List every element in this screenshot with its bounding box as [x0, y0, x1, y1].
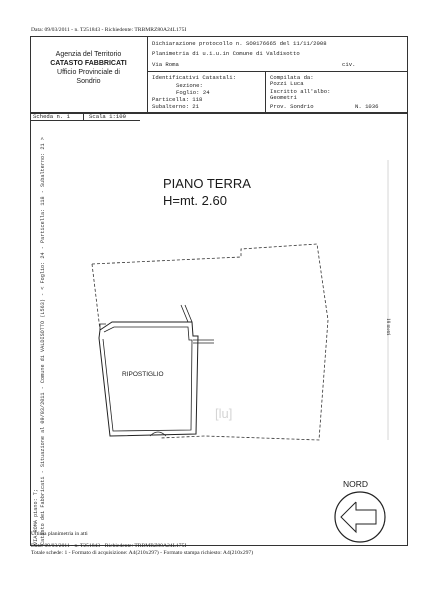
footer-last-plan: Ultima planimetria in atti: [31, 531, 88, 537]
north-label: NORD: [343, 479, 369, 489]
agency-city: Sondrio: [76, 78, 101, 85]
agency-department: CATASTO FABBRICATI: [50, 60, 127, 67]
north-arrow-arrow: [341, 502, 376, 532]
storeroom-wall-inner: [103, 327, 192, 431]
partition-2: [185, 305, 192, 322]
section-label: Sezione:: [176, 82, 203, 89]
room-label: RIPOSTIGLIO: [122, 371, 164, 378]
side-right-label: 18 metri: [385, 318, 391, 336]
storeroom-wall-outer: [99, 322, 198, 436]
watermark-ghost: [lu]: [215, 406, 233, 421]
floor-title: PIANO TERRA: [163, 176, 251, 191]
top-request-line: Data: 09/03/2011 - n. T251843 - Richiedente: TRBMRZ80A24L175I: [31, 27, 187, 33]
protocol-date-label: del: [279, 40, 290, 47]
footer-request-line: Data: 09/03/2011 - n. T251843 - Richiedente: TRBMRZ80A24L175I: [31, 543, 187, 549]
register-label: Iscritto all'albo:: [270, 88, 331, 95]
agency-name: Agenzia del Territorio: [55, 51, 122, 58]
sheet-label: Foglio: 24: [176, 89, 210, 96]
parcel-label: Particella: 118: [152, 96, 203, 103]
register-value: Geometri: [270, 94, 297, 101]
protocol-number: SO0176665: [246, 40, 277, 47]
sub-label: Subalterno: 21: [152, 103, 199, 110]
building-outline: [92, 244, 328, 440]
side-left-text-2: VIA ROMA piano: T;: [33, 488, 39, 545]
agency-office: Ufficio Provinciale di: [57, 69, 120, 76]
province-label: Prov. Sondrio: [270, 103, 314, 110]
scale-label: Scala 1:100: [89, 113, 126, 120]
civ-label: civ.: [342, 61, 356, 68]
footer-format-line: Totale schede: 1 - Formato di acquisizione: A4(210x297) - Formato stampa richiesto: A4(210x297): [31, 550, 254, 556]
protocol-label: Dichiarazione protocollo n.: [152, 40, 243, 47]
building-outline-left: [92, 264, 100, 330]
scheda-label: Scheda n. 1: [33, 113, 70, 120]
floor-height: H=mt. 2.60: [163, 193, 227, 208]
address: Via Roma: [152, 61, 179, 68]
planimetry-title: Planimetria di u.i.u.in Comune di Valdisotto: [152, 50, 300, 57]
partition-1: [181, 305, 188, 322]
identifiers-label: Identificativi Catastali:: [152, 74, 236, 81]
number-label: N. 1036: [355, 103, 379, 110]
compiled-by: Pozzi Luca: [270, 80, 304, 87]
protocol-date: 11/11/2008: [293, 40, 327, 47]
north-arrow-circle: [335, 492, 385, 542]
side-left-text: Catasto dei Fabbricati - Situazione al 09/03/2011 - Comune di VALDISOTTO (L563) - < Foglio: 24 - Particella: 118 - Subalterno: 21 >: [40, 137, 46, 545]
compiled-label: Compilata da:: [270, 74, 314, 81]
